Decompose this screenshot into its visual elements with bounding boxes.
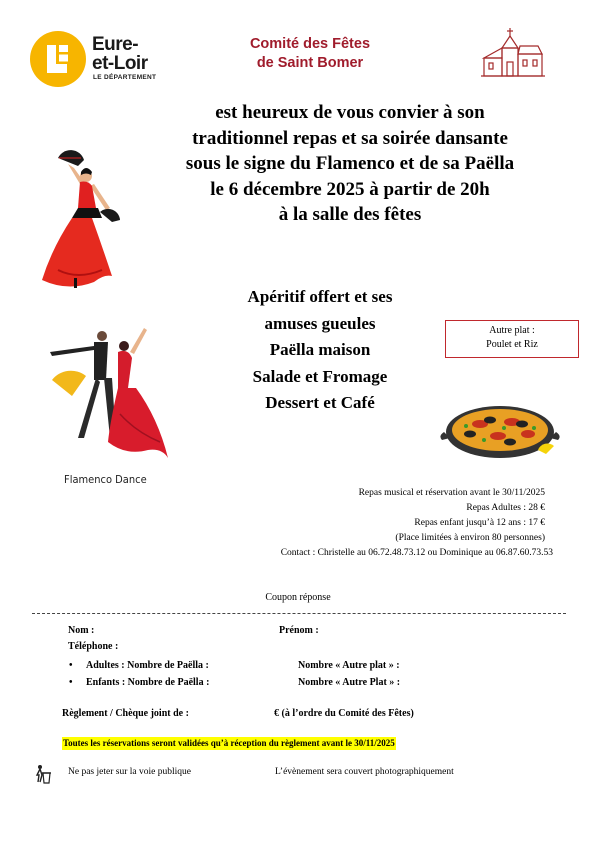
info-child-price: Repas enfant jusqu’à 12 ans : 17 € xyxy=(414,518,545,528)
logo-line2: et-Loir xyxy=(92,53,148,74)
invitation-text xyxy=(140,100,560,228)
reglement-label: Règlement / Chèque joint de : xyxy=(62,708,189,719)
enfants-autre-label: Nombre « Autre Plat » : xyxy=(298,677,401,688)
menu-item: Dessert et Café xyxy=(265,393,375,412)
recycle-bin-icon xyxy=(34,764,52,784)
ordre-label: € (à l’ordre du Comité des Fêtes) xyxy=(274,708,414,719)
info-reservation: Repas musical et réservation avant le 30/11/2025 xyxy=(358,488,545,498)
telephone-label: Téléphone : xyxy=(68,641,119,652)
intro-line3: sous le signe du Flamenco et de sa Paëlla xyxy=(185,153,515,174)
comite-line1: Comité des Fêtes xyxy=(249,36,371,52)
logo-e-icon xyxy=(30,31,86,87)
church-icon xyxy=(480,28,546,80)
intro-line4: le 6 décembre 2025 à partir de 20h xyxy=(210,178,490,200)
menu-list xyxy=(200,284,440,417)
adultes-autre-label: Nombre « Autre plat » : xyxy=(298,660,400,671)
flamenco-dance-caption: Flamenco Dance xyxy=(64,473,147,486)
autre-plat-value: Poulet et Riz xyxy=(486,339,538,350)
paella-image xyxy=(440,394,564,466)
enfants-label: • Enfants : Nombre de Paëlla : xyxy=(86,677,209,688)
flamenco-dancer-image xyxy=(38,150,128,295)
intro-line5: à la salle des fêtes xyxy=(278,204,422,225)
coupon-title: Coupon réponse xyxy=(265,592,331,603)
autre-plat-label: Autre plat : xyxy=(489,325,535,336)
menu-item: Paëlla maison xyxy=(269,340,371,359)
menu-item: Salade et Fromage xyxy=(252,366,388,386)
menu-item: amuses gueules xyxy=(264,313,376,333)
nom-label: Nom : xyxy=(68,625,95,636)
info-contact: Contact : Christelle au 06.72.48.73.12 ou Dominique au 06.87.60.73.53 xyxy=(280,548,553,558)
practical-info xyxy=(200,486,553,561)
adultes-label: • Adultes : Nombre de Paëlla : xyxy=(86,660,209,671)
logo-subtitle: LE DÉPARTEMENT xyxy=(93,74,157,81)
footer-litter-notice: Ne pas jeter sur la voie publique xyxy=(68,767,191,777)
validation-notice: Toutes les réservations seront validées qu’à réception du règlement avant le 30/11/2025 xyxy=(63,738,395,748)
menu-item: Apéritif offert et ses xyxy=(247,287,393,306)
prenom-label: Prénom : xyxy=(279,625,319,636)
flamenco-couple-image xyxy=(44,322,168,464)
comite-line2: de Saint Bomer xyxy=(256,55,364,71)
cut-line xyxy=(32,613,566,614)
comite-title xyxy=(200,35,420,73)
logo-line1: Eure- xyxy=(92,34,139,55)
footer-photo-notice: L’évènement sera couvert photographiquement xyxy=(275,767,454,777)
intro-line2: traditionnel repas et sa soirée dansante xyxy=(192,127,508,149)
autre-plat-box xyxy=(445,320,579,358)
intro-line1: est heureux de vous convier à son xyxy=(215,102,485,123)
info-capacity: (Place limitées à environ 80 personnes) xyxy=(395,533,545,543)
info-adult-price: Repas Adultes : 28 € xyxy=(466,503,545,513)
